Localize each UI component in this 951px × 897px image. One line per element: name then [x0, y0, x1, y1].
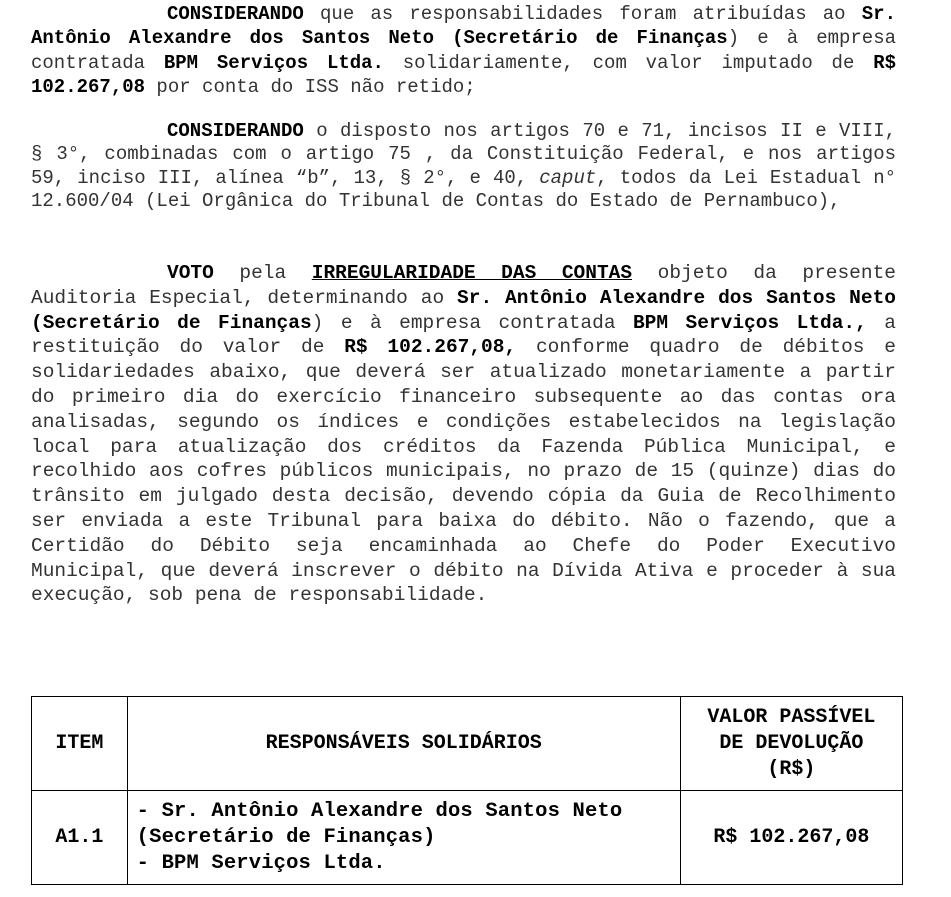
responsible-line: - BPM Serviços Ltda.: [136, 851, 386, 875]
responsible-person: Sr. Antônio Alexandre dos Santos Neto (Secretário de Finanças: [31, 3, 896, 50]
responsible-person: Sr. Antônio Alexandre dos Santos Neto (Secretário de Finanças: [31, 286, 896, 334]
header-valor-line: VALOR PASSÍVEL: [707, 705, 876, 729]
header-valor-line: DE DEVOLUÇÃO: [719, 731, 864, 755]
responsible-line: (Secretário de Finanças): [136, 825, 436, 849]
imputed-amount: R$ 102.267,08: [31, 51, 897, 98]
header-valor-line: (R$): [767, 757, 816, 781]
restitution-amount: R$ 102.267,08,: [344, 336, 517, 359]
header-item: ITEM: [32, 697, 128, 791]
considerando-lead: CONSIDERANDO: [167, 120, 304, 142]
table-row: [32, 791, 903, 885]
text-span: ) e à empresa contratada: [311, 311, 633, 334]
text-span: conforme quadro de débitos e solidariedades abaixo, que deverá ser atualizado monetariamente a partir do primeiro dia do exercício financeiro subsequente ao das contas ora analisadas, segundo os índices e condições estabelecidos na legislação local para atualização dos créditos da Fazenda Pública Municipal, e recolhido aos cofres públicos municipais, no prazo de 15 (quinze) dias do trânsito em julgado desta decisão, devendo cópia da Guia de Recolhimento ser enviada a este Tribunal para baixa do débito. Não o fazendo, que a Certidão do Débito seja encaminhada ao Chefe do Poder Executivo Municipal, que deverá inscrever o débito na Dívida Ativa e proceder à sua execução, sob pena de responsabilidade.: [31, 336, 897, 607]
voto-lead: VOTO: [167, 262, 214, 284]
paragraph-voto: [31, 261, 896, 608]
header-valor: [680, 697, 902, 791]
text-span: objeto da presente Auditoria Especial, determinando ao: [31, 262, 896, 309]
text-span: ) e à empresa contratada: [31, 27, 897, 74]
paragraph-considerando-1: [31, 2, 896, 99]
text-span: pela: [213, 262, 312, 284]
cell-item: A1.1: [32, 791, 128, 885]
text-span: a restituição do valor de: [31, 311, 896, 359]
cell-responsaveis: [127, 791, 680, 885]
paragraph-considerando-2: [31, 120, 896, 213]
text-span: que as responsabilidades foram atribuídas ao: [303, 3, 862, 25]
company-name: BPM Serviços Ltda.,: [632, 311, 867, 334]
caput-term: caput: [539, 166, 597, 189]
text-span: o disposto nos artigos 70 e 71, incisos II e VIII, § 3°, combinadas com o artigo 75 , da Constituição Federal, e nos artigos 59, inciso III, alínea “b”, 13, § 2°, e 40,: [31, 120, 896, 189]
responsible-line: - Sr. Antônio Alexandre dos Santos Neto: [136, 799, 623, 823]
text-span: , todos da Lei Estadual n° 12.600/04 (Lei Orgânica do Tribunal de Contas do Estado de Pernambuco),: [31, 166, 896, 212]
considerando-lead: CONSIDERANDO: [167, 3, 304, 25]
cell-valor: R$ 102.267,08: [680, 791, 902, 885]
text-span: por conta do ISS não retido;: [145, 75, 476, 98]
company-name: BPM Serviços Ltda.: [163, 51, 384, 74]
debits-table: [31, 696, 903, 885]
table-header-row: [32, 697, 903, 791]
text-span: solidariamente, com valor imputado de: [383, 51, 874, 74]
verdict-text: IRREGULARIDADE DAS CONTAS: [311, 262, 633, 284]
header-responsaveis: RESPONSÁVEIS SOLIDÁRIOS: [127, 697, 680, 791]
